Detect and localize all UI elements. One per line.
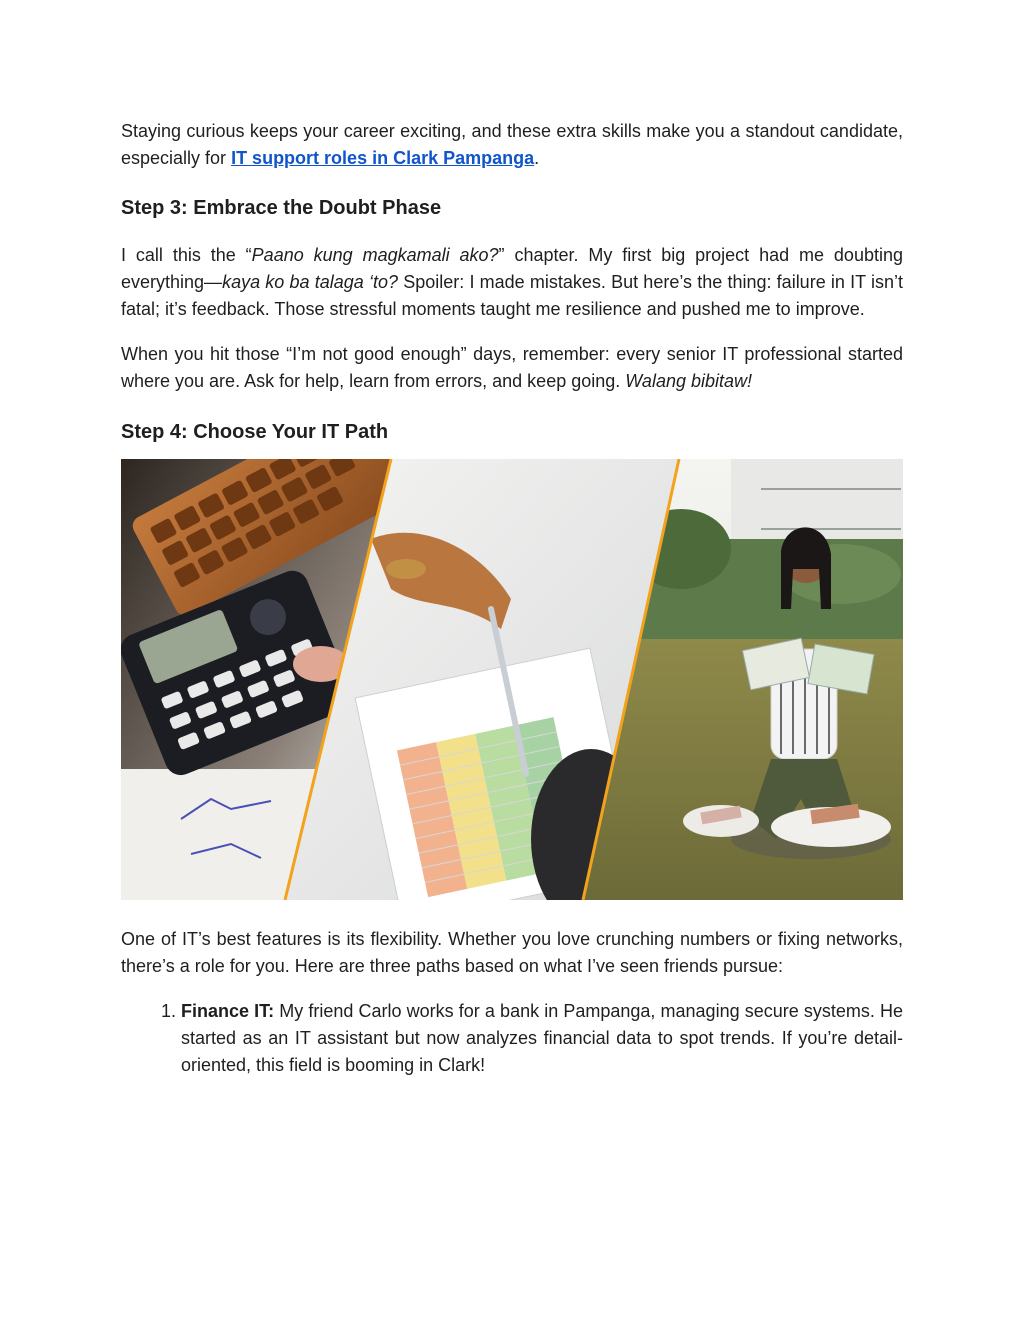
career-paths-list [121,998,903,1079]
it-support-roles-link[interactable]: IT support roles in Clark Pampanga [231,148,535,168]
intro-text-end: . [534,148,540,168]
step4-paragraph: One of IT’s best features is its flexibility. Whether you love crunching numbers or fixing networks, there’s a role for you. Here are three paths based on what I’ve seen friends pursue: [121,929,903,976]
step3-paragraph-2: When you hit those “I’m not good enough” days, remember: every senior IT professional started where you are. Ask for help, learn from errors, and keep going. Walang bibitaw! [121,344,903,391]
tagalog-phrase-1: Paano kung magkamali ako? [251,245,499,265]
intro-paragraph [121,118,903,172]
career-paths-photo-collage [121,459,903,900]
list-item-text: My friend Carlo works for a bank in Pampanga, managing secure systems. He started as an IT assistant but now analyzes financial data to spot trends. If you’re detail-oriented, this field is booming in Clark! [181,1001,903,1075]
tagalog-phrase-3: Walang bibitaw! [625,371,753,391]
tagalog-phrase-2: kaya ko ba talaga ‘to? [222,272,398,292]
step4-heading: Step 4: Choose Your IT Path [121,421,389,443]
step3-paragraph-1: I call this the “Paano kung magkamali ako?” chapter. My first big project had me doubting everything—kaya ko ba talaga ‘to? Spoiler: I made mistakes. But here’s the thing: failure in IT isn’t fatal; it’s feedback. Those stressful moments taught me resilience and pushed me to improve. [121,245,904,319]
list-item [181,998,903,1079]
intro-text: Staying curious keeps your career exciting, and these extra skills make you a standout candidate, especially for [121,121,903,168]
document-page [121,118,903,1079]
list-item-title: Finance IT: [181,1001,275,1021]
step3-heading: Step 3: Embrace the Doubt Phase [121,197,442,219]
